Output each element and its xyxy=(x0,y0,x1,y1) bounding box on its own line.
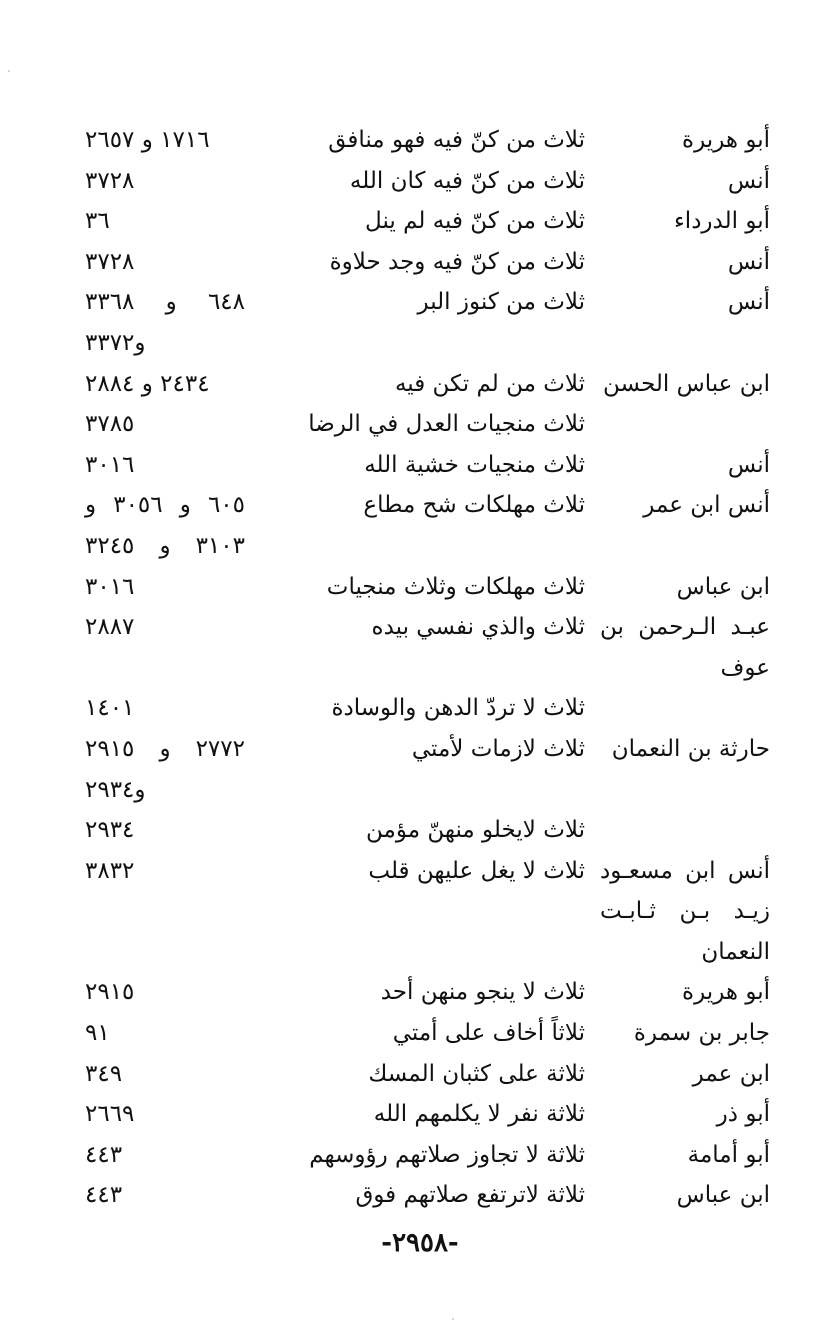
reference-numbers-cell: ٣٧٢٨ xyxy=(85,167,135,194)
reference-numbers-cell: و٢٩٣٤ xyxy=(85,776,146,803)
index-row xyxy=(85,201,770,242)
narrator-cell: أبو ذر xyxy=(716,1101,770,1128)
reference-numbers-cell: ٢٩٣٤ xyxy=(85,817,135,844)
reference-numbers-cell: ٢٤٣٤ و ٢٨٨٤ xyxy=(85,370,210,397)
reference-numbers-cell: ١٧١٦ و ٢٦٥٧ xyxy=(85,127,210,153)
reference-numbers-cell: ٦٤٨ و ٣٣٦٨ xyxy=(85,289,245,316)
reference-numbers-cell: ٣٠١٦ xyxy=(85,451,135,478)
hadith-cell: ثلاث لا تردّ الدهن والوسادة xyxy=(331,695,585,722)
narrator-cell: زيـد بـن ثـابـت xyxy=(600,898,770,925)
reference-numbers-cell: ٩١ xyxy=(85,1020,110,1047)
scan-speck xyxy=(452,1318,454,1320)
narrator-cell: أنس ابن مسعـود xyxy=(600,857,770,884)
narrator-cell: أنس xyxy=(727,248,770,275)
index-row xyxy=(85,607,770,648)
hadith-cell: ثلاث مهلكات شح مطاع xyxy=(363,492,585,519)
index-row xyxy=(85,851,770,892)
index-row xyxy=(85,729,770,770)
reference-numbers-cell: ٣٧٢٨ xyxy=(85,248,135,275)
hadith-cell: ثلاث لا يغل عليهن قلب xyxy=(368,857,585,884)
reference-numbers-cell: ٢٩١٥ xyxy=(85,979,135,1006)
index-row xyxy=(85,972,770,1013)
narrator-cell: أنس xyxy=(727,451,770,478)
reference-numbers-cell: ٣٨٣٢ xyxy=(85,857,135,884)
narrator-cell: النعمان xyxy=(701,938,770,965)
reference-numbers-cell: ٤٤٣ xyxy=(85,1141,123,1168)
reference-numbers-cell: ٢٧٧٢ و ٢٩١٥ xyxy=(85,735,245,762)
narrator-cell: أنس ابن عمر xyxy=(643,492,770,519)
page-number: -٢٩٥٨- xyxy=(381,1228,459,1258)
index-row xyxy=(85,485,770,526)
index-row xyxy=(90,932,770,973)
hadith-cell: ثلاث من كنّ فيه فهو منافق xyxy=(328,127,585,153)
narrator-cell: أبو أمامة xyxy=(687,1141,770,1168)
index-row xyxy=(85,526,770,567)
reference-numbers-cell: ٣٠١٦ xyxy=(85,573,135,600)
narrator-cell: ابن عباس الحسن xyxy=(603,370,770,397)
hadith-cell: ثلاث منجيات العدل في الرضا xyxy=(308,411,585,438)
index-row xyxy=(85,1013,770,1054)
narrator-cell: أبو الدرداء xyxy=(673,208,770,235)
hadith-cell: ثلاثة لاترتفع صلاتهم فوق xyxy=(355,1182,585,1209)
hadith-cell: ثلاث من كنّ فيه كان الله xyxy=(349,167,585,194)
index-row xyxy=(85,688,770,729)
narrator-cell: أنس xyxy=(727,167,770,194)
narrator-cell: أبو هريرة xyxy=(682,979,770,1006)
reference-numbers-cell: ١٤٠١ xyxy=(85,695,135,722)
reference-numbers-cell: و٣٣٧٢ xyxy=(85,329,146,356)
index-row xyxy=(85,1135,770,1176)
index-row xyxy=(85,810,770,851)
hadith-index-table xyxy=(85,120,770,1216)
hadith-cell: ثلاث لايخلو منهنّ مؤمن xyxy=(366,817,585,844)
reference-numbers-cell: ٢٦٦٩ xyxy=(85,1101,135,1128)
hadith-cell: ثلاث لازمات لأمتي xyxy=(411,735,585,762)
index-row xyxy=(90,891,770,932)
narrator-cell: ابن عباس xyxy=(676,1182,770,1209)
hadith-cell: ثلاث من كنّ فيه لم ينل xyxy=(365,208,585,235)
narrator-cell: عوف xyxy=(720,654,770,681)
hadith-cell: ثلاثة نفر لا يكلمهم الله xyxy=(373,1101,585,1128)
hadith-cell: ثلاث من كنّ فيه وجد حلاوة xyxy=(329,248,585,275)
index-row xyxy=(85,404,770,445)
hadith-cell: ثلاثة لا تجاوز صلاتهم رؤوسهم xyxy=(309,1141,585,1168)
narrator-cell: ابن عباس xyxy=(676,573,770,600)
reference-numbers-cell: ٣٤٩ xyxy=(85,1060,123,1087)
narrator-cell: ابن عمر xyxy=(692,1060,770,1087)
index-row xyxy=(85,120,770,161)
index-row xyxy=(85,161,770,202)
index-row xyxy=(90,648,770,689)
reference-numbers-cell: ٢٨٨٧ xyxy=(85,614,135,641)
narrator-cell: عبـد الـرحمن بن xyxy=(600,614,770,641)
hadith-cell: ثلاثة على كثبان المسك xyxy=(368,1060,585,1087)
index-row xyxy=(85,323,770,364)
narrator-cell: أبو هريرة xyxy=(682,127,770,153)
narrator-cell: أنس xyxy=(727,289,770,316)
hadith-cell: ثلاث من لم تكن فيه xyxy=(394,370,585,397)
index-row xyxy=(85,1175,770,1216)
index-row xyxy=(85,1094,770,1135)
index-row xyxy=(85,1054,770,1095)
hadith-cell: ثلاث مهلكات وثلاث منجيات xyxy=(326,573,585,600)
reference-numbers-cell: ٣٦ xyxy=(85,208,110,235)
index-row xyxy=(85,242,770,283)
reference-numbers-cell: ٣٧٨٥ xyxy=(85,411,135,438)
narrator-cell: حارثة بن النعمان xyxy=(611,735,770,762)
index-row xyxy=(85,282,770,323)
hadith-cell: ثلاثاً أخاف على أمتي xyxy=(392,1020,585,1047)
index-row xyxy=(85,364,770,405)
index-row xyxy=(85,567,770,608)
hadith-cell: ثلاث من كنوز البر xyxy=(417,289,585,316)
index-row xyxy=(85,445,770,486)
reference-numbers-cell: ٦٠٥ و ٣٠٥٦ و xyxy=(85,492,246,519)
reference-numbers-cell: ٤٤٣ xyxy=(85,1182,123,1209)
narrator-cell: جابر بن سمرة xyxy=(633,1020,770,1047)
hadith-cell: ثلاث لا ينجو منهن أحد xyxy=(380,979,585,1006)
index-row xyxy=(85,770,770,811)
reference-numbers-cell: ٣١٠٣ و ٣٢٤٥ xyxy=(85,532,245,559)
hadith-cell: ثلاث والذي نفسي بيده xyxy=(371,614,585,641)
scan-speck xyxy=(8,70,10,72)
hadith-cell: ثلاث منجيات خشية الله xyxy=(364,451,585,478)
